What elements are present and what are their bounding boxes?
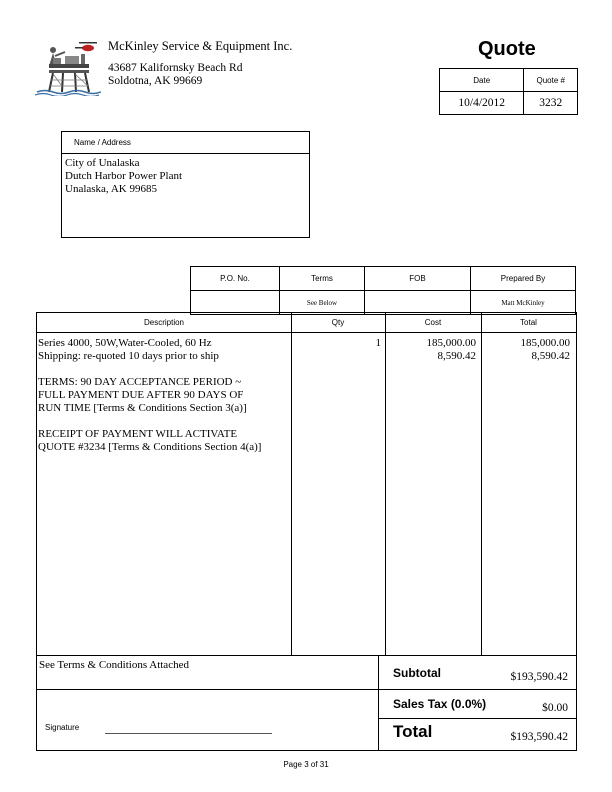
company-address <box>108 62 242 88</box>
footer-row-divider <box>378 718 576 719</box>
column-divider <box>291 313 292 655</box>
customer-address-header: Name / Address <box>62 132 309 154</box>
total-label: Total <box>393 722 433 741</box>
description-paragraph <box>38 428 290 454</box>
total-column <box>481 337 570 363</box>
column-divider <box>481 313 482 655</box>
fob-label: FOB <box>365 267 471 291</box>
company-logo-icon <box>35 40 101 96</box>
description-line: FULL PAYMENT DUE AFTER 90 DAYS OF <box>38 389 244 401</box>
sales-tax-label: Sales Tax (0.0%) <box>393 697 487 711</box>
description-line: Shipping: re-quoted 10 days prior to ship <box>38 350 219 362</box>
document-title: Quote <box>478 38 536 60</box>
subtotal-value: $193,590.42 <box>510 671 568 683</box>
qty-column <box>291 337 381 350</box>
quote-meta-table <box>439 68 578 115</box>
total-value: $193,590.42 <box>510 731 568 743</box>
fob-value <box>365 291 471 315</box>
description-header: Description <box>143 318 184 327</box>
quote-number-label: Quote # <box>524 69 578 92</box>
terms-note: See Terms & Conditions Attached <box>39 659 189 671</box>
page-number: Page 3 of 31 <box>283 760 329 769</box>
description-line: RECEIPT OF PAYMENT WILL ACTIVATE <box>38 428 238 440</box>
po-label: P.O. No. <box>191 267 280 291</box>
customer-address-line: Dutch Harbor Power Plant <box>65 170 183 182</box>
customer-address-body <box>62 154 309 196</box>
signature-line <box>105 733 272 734</box>
cost-column <box>385 337 476 363</box>
date-label: Date <box>440 69 524 92</box>
cost-cell: 185,000.00 <box>426 337 476 349</box>
company-name: McKinley Service & Equipment Inc. <box>108 39 293 53</box>
total-cell: 8,590.42 <box>531 350 570 362</box>
po-value <box>191 291 280 315</box>
footer-divider <box>378 656 379 750</box>
customer-address-line: City of Unalaska <box>65 157 140 169</box>
customer-address-box <box>61 131 310 238</box>
sales-tax-value: $0.00 <box>542 702 568 714</box>
date-value: 10/4/2012 <box>440 92 524 115</box>
terms-label: Terms <box>280 267 365 291</box>
cost-cell: 8,590.42 <box>437 350 476 362</box>
prepared-by-label: Prepared By <box>471 267 576 291</box>
total-header: Total <box>520 318 537 327</box>
description-paragraph <box>38 337 290 363</box>
description-paragraph <box>38 376 290 415</box>
qty-cell: 1 <box>375 337 381 349</box>
description-line: QUOTE #3234 [Terms & Conditions Section 4(a)] <box>38 441 262 453</box>
prepared-by-value: Matt McKinley <box>471 291 576 315</box>
column-divider <box>385 313 386 655</box>
terms-value: See Below <box>280 291 365 315</box>
totals-footer <box>36 656 577 751</box>
customer-address-line: Unalaska, AK 99685 <box>65 183 157 195</box>
item-description <box>38 337 290 467</box>
description-line: Series 4000, 50W,Water-Cooled, 60 Hz <box>38 337 212 349</box>
order-info-table <box>190 266 576 315</box>
quote-number-value: 3232 <box>524 92 578 115</box>
signature-label: Signature <box>45 723 80 732</box>
cost-header: Cost <box>424 318 442 327</box>
line-items-table <box>36 312 577 656</box>
company-address-line1: 43687 Kalifornsky Beach Rd <box>108 62 243 74</box>
qty-header: Qty <box>331 318 345 327</box>
description-line: TERMS: 90 DAY ACCEPTANCE PERIOD ~ <box>38 376 242 388</box>
footer-row-divider <box>37 689 576 690</box>
subtotal-label: Subtotal <box>393 666 441 680</box>
description-line: RUN TIME [Terms & Conditions Section 3(a)] <box>38 402 247 414</box>
company-address-line2: Soldotna, AK 99669 <box>108 75 203 87</box>
total-cell: 185,000.00 <box>520 337 570 349</box>
